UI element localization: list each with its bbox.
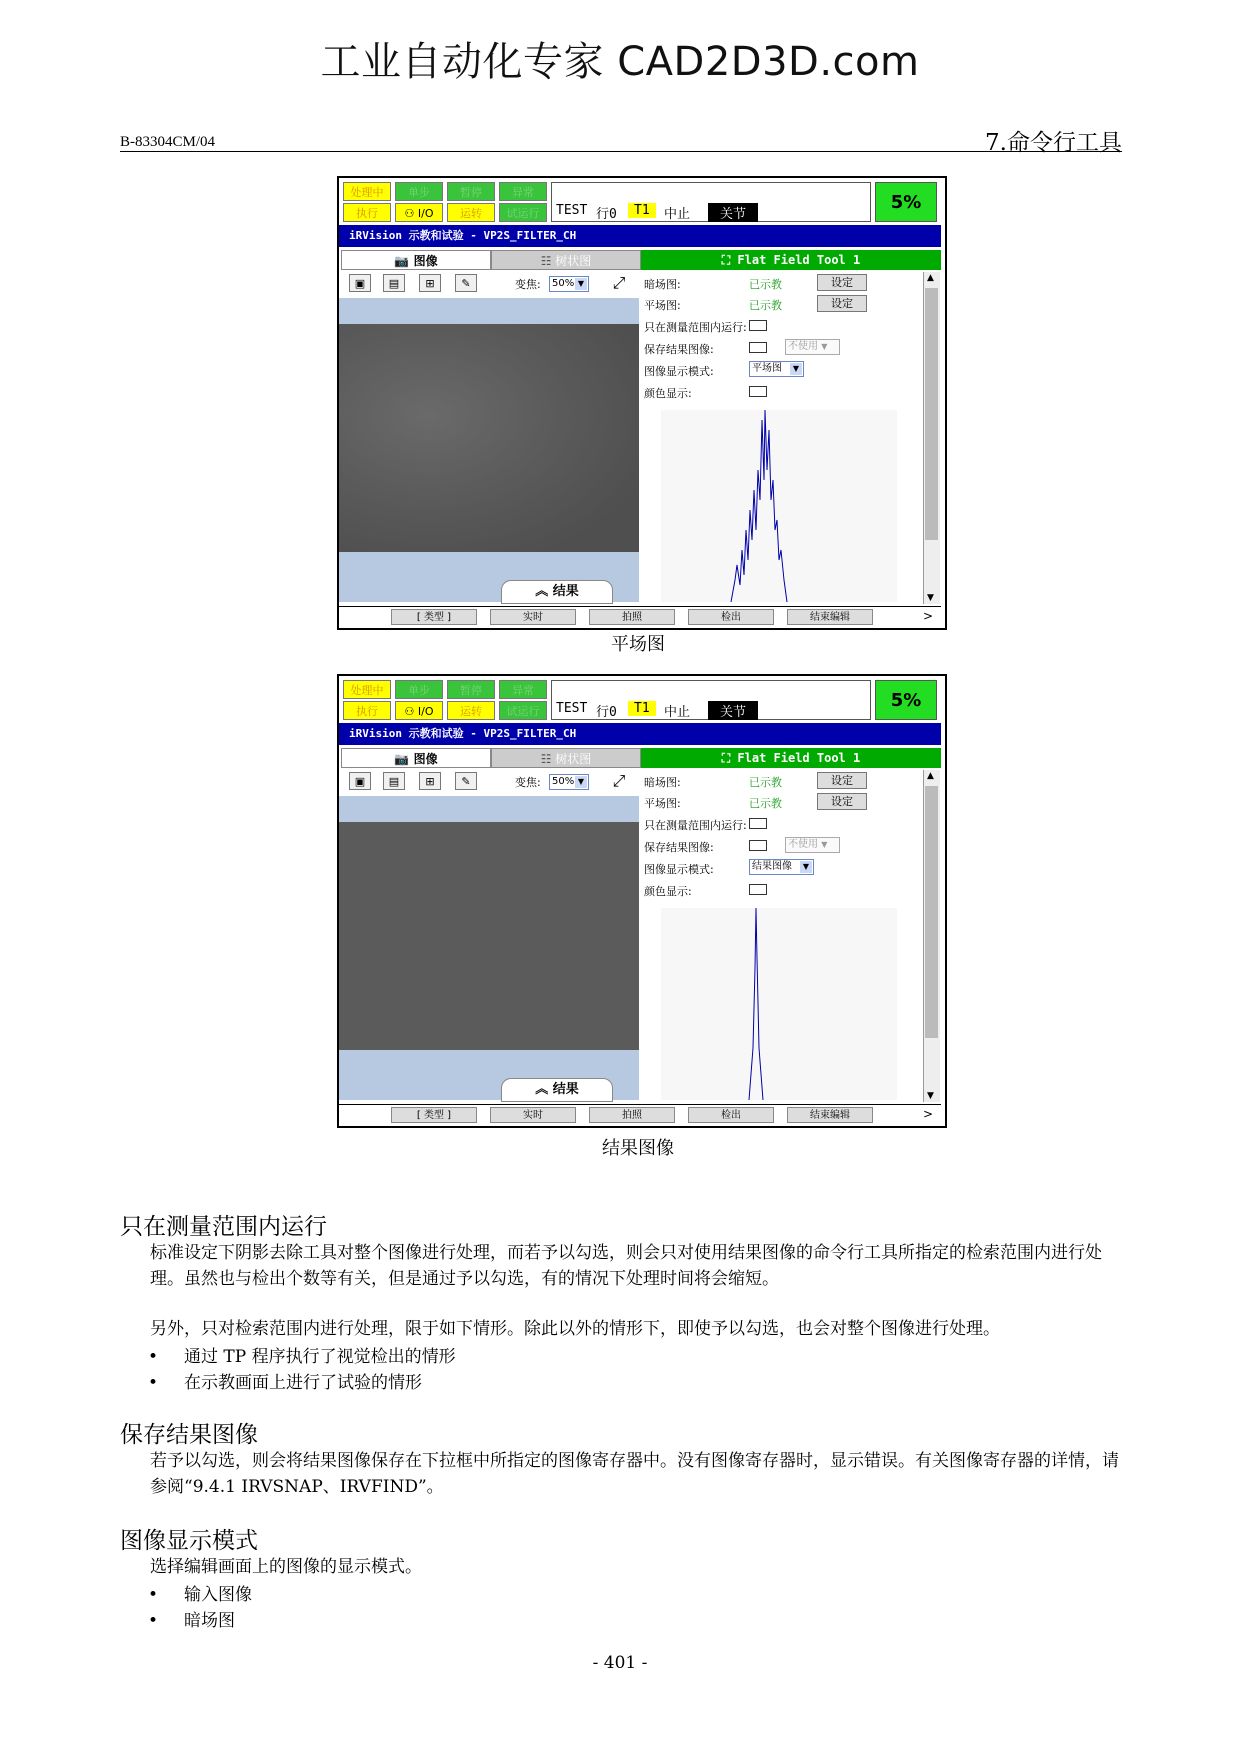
status-fault: 异常 xyxy=(499,680,547,699)
f2-live-button[interactable]: 实时 xyxy=(490,1107,576,1123)
status-panel xyxy=(343,182,551,222)
override-indicator: 5% xyxy=(875,182,937,222)
param-label: 平场图: xyxy=(644,299,681,312)
image-register-value: 不使用 xyxy=(788,839,818,850)
chevron-down-icon: ▼ xyxy=(575,776,587,788)
param-value: 已示教 xyxy=(749,797,782,810)
param-label: 图像显示模式: xyxy=(644,365,714,378)
param-label: 保存结果图像: xyxy=(644,841,714,854)
mode-badge: T1 xyxy=(628,701,656,716)
list-item xyxy=(148,1580,252,1605)
histogram-plot xyxy=(661,908,897,1100)
f1-type-button[interactable]: [ 类型 ] xyxy=(391,609,477,625)
status-prod: 运转 xyxy=(447,203,495,222)
mode-badge: T1 xyxy=(628,203,656,218)
section-para: 标准设定下阴影去除工具对整个图像进行处理，而若予以勾选，则会只对使用结果图像的命令行工具所指定的检索范围内进行处理。虽然也与检出个数等有关，但是通过予以勾选，有的情况下处理时间将会缩短。 xyxy=(150,1243,1102,1289)
open-image-icon[interactable]: ▣ xyxy=(349,772,371,790)
io-icon: ⚇ xyxy=(404,705,415,718)
set-dark-button[interactable]: 设定 xyxy=(817,772,867,789)
result-toggle-button[interactable] xyxy=(501,1078,613,1102)
coord-badge: 关节 xyxy=(708,203,758,222)
screen-caption-2: 结果图像 xyxy=(602,1138,674,1159)
scroll-down-icon[interactable]: ▼ xyxy=(927,1091,934,1101)
chapter-title: 7.命令行工具 xyxy=(985,130,1122,156)
color-display-checkbox[interactable] xyxy=(749,386,767,397)
param-label: 暗场图: xyxy=(644,278,681,291)
save-image-icon[interactable]: ▤ xyxy=(383,772,405,790)
image-toolbar xyxy=(339,770,639,794)
f3-snap-button[interactable]: 拍照 xyxy=(589,1107,675,1123)
param-label: 只在测量范围内运行: xyxy=(644,321,747,334)
status-io-label: I/O xyxy=(417,207,434,220)
grid-icon[interactable]: ⊞ xyxy=(419,274,441,292)
param-label: 颜色显示: xyxy=(644,387,692,400)
param-label: 平场图: xyxy=(644,797,681,810)
image-display[interactable] xyxy=(339,298,639,602)
scrollbar-thumb[interactable] xyxy=(925,786,938,1038)
window-title: iRVision 示教和试验 - VP2S_FILTER_CH xyxy=(339,225,941,247)
camera-icon: 📷 xyxy=(394,254,410,268)
next-page-icon[interactable]: > xyxy=(923,609,934,623)
display-mode-value: 平场图 xyxy=(752,363,782,374)
doc-code: B-83304CM/04 xyxy=(120,134,216,150)
list-item xyxy=(148,1606,235,1631)
tab-image[interactable] xyxy=(341,250,491,270)
chevron-down-icon: ▼ xyxy=(790,363,802,375)
list-item-text: 在示教画面上进行了试验的情形 xyxy=(184,1373,422,1393)
status-hold: 暂停 xyxy=(447,680,495,699)
histogram xyxy=(661,908,897,1100)
status-step: 单步 xyxy=(395,182,443,201)
zoom-select[interactable] xyxy=(549,774,589,790)
status-busy: 处理中 xyxy=(343,680,391,699)
open-image-icon[interactable]: ▣ xyxy=(349,274,371,292)
set-flat-button[interactable]: 设定 xyxy=(817,793,867,810)
status-hold: 暂停 xyxy=(447,182,495,201)
section-title-save-result: 保存结果图像 xyxy=(120,1422,258,1448)
scrollbar-thumb[interactable] xyxy=(925,288,938,540)
site-banner: 工业自动化专家 CAD2D3D.com xyxy=(320,39,920,85)
only-range-checkbox[interactable] xyxy=(749,818,767,829)
f4-find-button[interactable]: 检出 xyxy=(688,609,774,625)
status-tcyc: 试运行 xyxy=(499,203,547,222)
tool-icon: ⛶ xyxy=(721,253,731,267)
page-number: - 401 - xyxy=(592,1653,648,1673)
set-flat-button[interactable]: 设定 xyxy=(817,295,867,312)
chevron-down-icon: ▼ xyxy=(821,840,828,849)
zoom-value: 50% xyxy=(552,278,575,289)
result-toggle-button[interactable] xyxy=(501,580,613,604)
status-run: 执行 xyxy=(343,701,391,720)
io-icon: ⚇ xyxy=(404,207,415,220)
param-scrollbar[interactable] xyxy=(923,272,940,604)
camera-image xyxy=(339,822,639,1050)
section-title-only-range: 只在测量范围内运行 xyxy=(120,1214,327,1240)
status-busy: 处理中 xyxy=(343,182,391,201)
grid-icon[interactable]: ⊞ xyxy=(419,772,441,790)
line-number: 行0 xyxy=(596,705,617,720)
status-tcyc: 试运行 xyxy=(499,701,547,720)
chevron-up-icon: ︽ xyxy=(535,584,549,599)
status-step: 单步 xyxy=(395,680,443,699)
status-io xyxy=(395,203,443,222)
status-fault: 异常 xyxy=(499,182,547,201)
zoom-label: 变焦: xyxy=(515,776,541,789)
fit-window-icon[interactable]: ⤢ xyxy=(612,771,626,790)
save-result-checkbox[interactable] xyxy=(749,342,767,353)
bullet-icon: • xyxy=(148,1611,159,1631)
exec-state: 中止 xyxy=(664,705,691,720)
tool-icon: ⛶ xyxy=(721,751,731,765)
bullet-icon: • xyxy=(148,1373,159,1393)
list-item-text: 通过 TP 程序执行了视觉检出的情形 xyxy=(184,1347,456,1367)
exec-state: 中止 xyxy=(664,207,691,222)
param-scrollbar[interactable] xyxy=(923,770,940,1102)
image-register-value: 不使用 xyxy=(788,341,818,352)
status-panel xyxy=(343,680,551,720)
param-label: 颜色显示: xyxy=(644,885,692,898)
camera-icon: 📷 xyxy=(394,752,410,766)
line-number: 行0 xyxy=(596,207,617,222)
window-title: iRVision 示教和试验 - VP2S_FILTER_CH xyxy=(339,723,941,745)
zoom-label: 变焦: xyxy=(515,278,541,291)
f1-type-button[interactable]: [ 类型 ] xyxy=(391,1107,477,1123)
program-info xyxy=(551,680,871,720)
tab-image-label: 图像 xyxy=(413,254,438,268)
zoom-value: 50% xyxy=(552,776,575,787)
set-dark-button[interactable]: 设定 xyxy=(817,274,867,291)
tab-tree-label: 树状图 xyxy=(555,254,592,268)
param-label: 图像显示模式: xyxy=(644,863,714,876)
tab-tree[interactable] xyxy=(491,748,641,768)
coord-badge: 关节 xyxy=(708,701,758,720)
function-key-bar xyxy=(339,1104,941,1125)
bullet-icon: • xyxy=(148,1347,159,1367)
image-display[interactable] xyxy=(339,796,639,1100)
result-label: 结果 xyxy=(552,1082,579,1097)
scroll-up-icon[interactable]: ▲ xyxy=(927,771,934,781)
param-value: 已示教 xyxy=(749,278,782,291)
f5-end-edit-button[interactable]: 结束编辑 xyxy=(787,1107,873,1123)
param-value: 已示教 xyxy=(749,299,782,312)
f3-snap-button[interactable]: 拍照 xyxy=(589,609,675,625)
result-label: 结果 xyxy=(552,584,579,599)
fit-window-icon[interactable]: ⤢ xyxy=(612,273,626,292)
display-mode-select[interactable] xyxy=(749,361,804,377)
next-page-icon[interactable]: > xyxy=(923,1107,934,1121)
scroll-up-icon[interactable]: ▲ xyxy=(927,273,934,283)
list-item-text: 暗场图 xyxy=(184,1611,235,1631)
teach-screen-flat xyxy=(337,176,947,630)
chevron-down-icon: ▼ xyxy=(800,861,812,873)
histogram-plot xyxy=(661,410,897,602)
pen-icon[interactable]: ✎ xyxy=(455,274,477,292)
teach-screen-result xyxy=(337,674,947,1128)
section-para: 若予以勾选，则会将结果图像保存在下拉框中所指定的图像寄存器中。没有图像寄存器时，显示错误。有关图像寄存器的详情，请参阅“9.4.1 IRVSNAP、IRVFIND”。 xyxy=(150,1451,1119,1497)
f2-live-button[interactable]: 实时 xyxy=(490,609,576,625)
scroll-down-icon[interactable]: ▼ xyxy=(927,593,934,603)
function-key-bar xyxy=(339,606,941,627)
param-label: 只在测量范围内运行: xyxy=(644,819,747,832)
tab-tree-label: 树状图 xyxy=(555,752,592,766)
status-io-label: I/O xyxy=(417,705,434,718)
zoom-select[interactable] xyxy=(549,276,589,292)
program-name: TEST xyxy=(556,701,588,716)
save-image-icon[interactable]: ▤ xyxy=(383,274,405,292)
tree-icon: ☷ xyxy=(540,254,552,268)
list-item xyxy=(148,1368,422,1393)
list-item-text: 输入图像 xyxy=(184,1585,252,1605)
tab-image-label: 图像 xyxy=(413,752,438,766)
chevron-down-icon: ▼ xyxy=(575,278,587,290)
tab-tree[interactable] xyxy=(491,250,641,270)
histogram xyxy=(661,410,897,602)
list-item xyxy=(148,1342,456,1367)
tool-title-text: Flat Field Tool 1 xyxy=(737,751,861,765)
param-value: 已示教 xyxy=(749,776,782,789)
color-display-checkbox[interactable] xyxy=(749,884,767,895)
status-run: 执行 xyxy=(343,203,391,222)
tree-icon: ☷ xyxy=(540,752,552,766)
chevron-down-icon: ▼ xyxy=(821,342,828,351)
chevron-up-icon: ︽ xyxy=(535,1082,549,1097)
program-name: TEST xyxy=(556,203,588,218)
display-mode-select[interactable] xyxy=(749,859,814,875)
pen-icon[interactable]: ✎ xyxy=(455,772,477,790)
image-register-select[interactable] xyxy=(785,339,840,355)
tool-title xyxy=(641,250,941,270)
tool-title xyxy=(641,748,941,768)
override-indicator: 5% xyxy=(875,680,937,720)
section-para: 选择编辑画面上的图像的显示模式。 xyxy=(150,1557,422,1577)
tool-title-text: Flat Field Tool 1 xyxy=(737,253,861,267)
header-rule xyxy=(120,151,1122,152)
tab-image[interactable] xyxy=(341,748,491,768)
status-prod: 运转 xyxy=(447,701,495,720)
image-register-select[interactable] xyxy=(785,837,840,853)
section-para: 另外，只对检索范围内进行处理，限于如下情形。除此以外的情形下，即使予以勾选，也会对整个图像进行处理。 xyxy=(150,1319,1000,1339)
camera-image xyxy=(339,324,639,552)
program-info xyxy=(551,182,871,222)
section-title-display-mode: 图像显示模式 xyxy=(120,1528,258,1554)
f4-find-button[interactable]: 检出 xyxy=(688,1107,774,1123)
only-range-checkbox[interactable] xyxy=(749,320,767,331)
screen-caption-1: 平场图 xyxy=(611,634,665,655)
save-result-checkbox[interactable] xyxy=(749,840,767,851)
f5-end-edit-button[interactable]: 结束编辑 xyxy=(787,609,873,625)
param-label: 保存结果图像: xyxy=(644,343,714,356)
param-label: 暗场图: xyxy=(644,776,681,789)
display-mode-value: 结果图像 xyxy=(752,861,792,872)
image-toolbar xyxy=(339,272,639,296)
status-io xyxy=(395,701,443,720)
bullet-icon: • xyxy=(148,1585,159,1605)
